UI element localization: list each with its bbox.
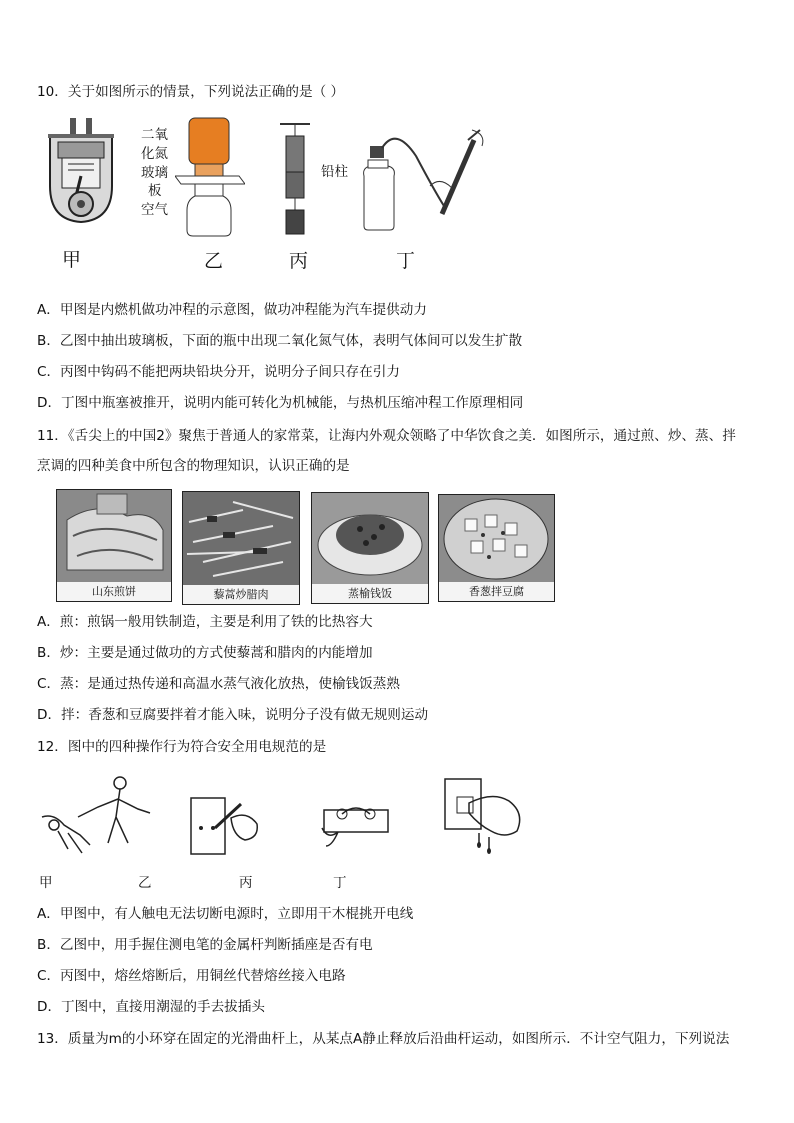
- wet-hand-plug-figure: [439, 773, 531, 855]
- q10-caption-jia: 甲: [62, 249, 82, 271]
- bottle-pump-diagram: [356, 126, 492, 236]
- q11-stem-line2: 烹调的四种美食中所包含的物理知识，认识正确的是: [37, 458, 350, 474]
- q13-stem: 13．质量为m的小环穿在固定的光滑曲杆上，从某点A静止释放后沿曲杆运动，如图所示．不计空气阻力，下列说法: [37, 1031, 730, 1047]
- q11-option-b: B．炒：主要是通过做功的方式使藜蒿和腊肉的内能增加: [37, 645, 373, 661]
- lead-columns-diagram: [276, 120, 316, 238]
- photo-caption-xiangcong-doufu: 香葱拌豆腐: [439, 582, 554, 601]
- label-lead: 铅柱: [321, 164, 348, 180]
- engine-diagram: [40, 116, 122, 228]
- q12-caption-yi: 乙: [138, 875, 152, 891]
- q10-stem: 10．关于如图所示的情景，下列说法正确的是（ ）: [37, 84, 345, 100]
- q11-stem-line1: 11．《舌尖上的中国2》聚焦于普通人的家常菜，让海内外观众领略了中华饮食之美．如图所示，通过煎、炒、蒸、拌: [37, 428, 736, 444]
- q12-caption-jia: 甲: [39, 875, 53, 891]
- photo-caption-liaohao-larou: 藜蒿炒腊肉: [183, 585, 299, 604]
- diffusion-bottles: [175, 114, 245, 238]
- q10-caption-bing: 丙: [289, 250, 309, 272]
- photo-xiangcong-doufu: [438, 494, 555, 602]
- electric-rescue-figure: [38, 773, 156, 859]
- q12-caption-ding: 丁: [333, 875, 347, 891]
- test-pen-socket-figure: [187, 790, 265, 862]
- q10-option-d: D．丁图中瓶塞被推开，说明内能可转化为机械能，与热机压缩冲程工作原理相同: [37, 395, 524, 411]
- label-glass-line1: 玻璃: [141, 165, 168, 181]
- q10-option-b: B．乙图中抽出玻璃板，下面的瓶中出现二氧化氮气体，表明气体间可以发生扩散: [37, 333, 523, 349]
- q12-option-b: B．乙图中，用手握住测电笔的金属杆判断插座是否有电: [37, 937, 373, 953]
- q10-caption-yi: 乙: [204, 250, 224, 272]
- q12-option-a: A．甲图中，有人触电无法切断电源时，立即用干木棍挑开电线: [37, 906, 414, 922]
- q10-caption-ding: 丁: [396, 250, 416, 272]
- q12-caption-bing: 丙: [239, 875, 253, 891]
- label-air: 空气: [141, 202, 168, 218]
- photo-liaohao-larou: [182, 491, 300, 605]
- photo-caption-yuqian-fan: 蒸榆钱饭: [312, 584, 428, 603]
- q11-option-c: C．蒸：是通过热传递和高温水蒸气液化放热，使榆钱饭蒸熟: [37, 676, 400, 692]
- fuse-replace-figure: [318, 788, 394, 854]
- q12-stem: 12．图中的四种操作行为符合安全用电规范的是: [37, 739, 327, 755]
- q11-option-a: A．煎：煎锅一般用铁制造，主要是利用了铁的比热容大: [37, 614, 373, 630]
- q11-option-d: D．拌：香葱和豆腐要拌着才能入味，说明分子没有做无规则运动: [37, 707, 429, 723]
- q12-option-d: D．丁图中，直接用潮湿的手去拔插头: [37, 999, 265, 1015]
- label-gas-line2: 化氮: [141, 146, 168, 162]
- q10-option-c: C．丙图中钩码不能把两块铅块分开，说明分子间只存在引力: [37, 364, 400, 380]
- q10-option-a: A．甲图是内燃机做功冲程的示意图，做功冲程能为汽车提供动力: [37, 302, 427, 318]
- label-glass-line2: 板: [148, 183, 162, 199]
- label-gas-line1: 二氧: [141, 127, 168, 143]
- photo-caption-jianbing: 山东煎饼: [57, 582, 171, 601]
- photo-yuqian-fan: [311, 492, 429, 604]
- q12-option-c: C．丙图中，熔丝熔断后，用铜丝代替熔丝接入电路: [37, 968, 346, 984]
- photo-jianbing: [56, 489, 172, 602]
